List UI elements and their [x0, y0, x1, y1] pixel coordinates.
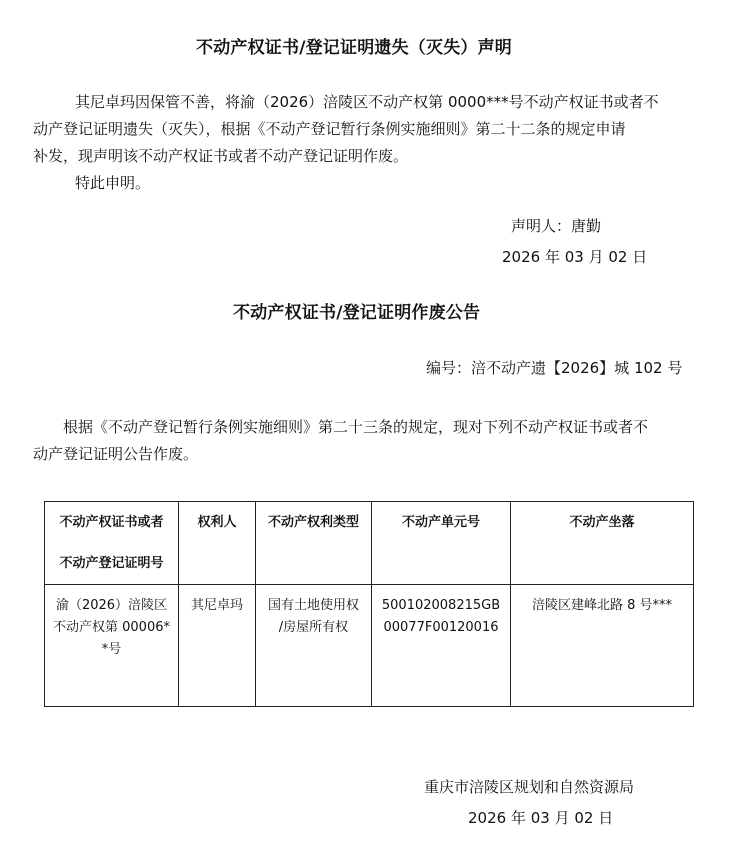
header-certificate-number-line-2: 不动产登记证明号 [59, 556, 164, 571]
void-certificates-table [44, 501, 694, 707]
cell-right-holder [179, 585, 256, 707]
cell-certificate-number-line-1: 渝（2026）涪陵区 [55, 598, 168, 613]
issuer-name: 重庆市涪陵区规划和自然资源局 [424, 778, 635, 796]
announcement-title: 不动产权证书/登记证明作废公告 [233, 303, 481, 323]
header-certificate-number [45, 502, 179, 585]
cell-certificate-number-line-3: *号 [101, 642, 122, 657]
declaration-title: 不动产权证书/登记证明遗失（灭失）声明 [196, 38, 513, 58]
cell-location [511, 585, 694, 707]
table-row [45, 585, 694, 707]
declaration-line-3: 补发，现声明该不动产权证书或者不动产登记证明作废。 [33, 147, 409, 165]
header-unit-number-label: 不动产单元号 [401, 515, 480, 530]
cell-right-type-line-1: 国有土地使用权 [267, 598, 359, 613]
header-certificate-number-line-1: 不动产权证书或者 [59, 515, 164, 530]
declaration-paragraph [33, 89, 698, 197]
announcement-number: 编号：涪不动产遗【2026】城 102 号 [426, 359, 683, 377]
declaration-line-1: 其尼卓玛因保管不善，将渝（2026）涪陵区不动产权第 0000***号不动产权证书或者不 [75, 93, 659, 111]
header-location-label: 不动产坐落 [569, 515, 635, 530]
header-unit-number [372, 502, 511, 585]
cell-unit-number-line-2: 00077F00120016 [383, 620, 499, 635]
announcement-paragraph [33, 414, 698, 468]
cell-certificate-number [45, 585, 179, 707]
announcement-line-2: 动产登记证明公告作废。 [33, 445, 199, 463]
cell-unit-number-line-1: 500102008215GB [381, 598, 501, 613]
cell-certificate-number-line-2: 不动产权第 00006* [53, 620, 170, 635]
declaration-closing: 特此申明。 [75, 174, 151, 192]
announcement-date: 2026 年 03 月 02 日 [468, 809, 614, 827]
cell-right-type [256, 585, 372, 707]
declarant-name: 声明人：唐勤 [511, 217, 602, 235]
header-right-type [256, 502, 372, 585]
header-location [511, 502, 694, 585]
declaration-line-2: 动产登记证明遗失（灭失），根据《不动产登记暂行条例实施细则》第二十二条的规定申请 [33, 120, 626, 138]
cell-right-holder-text: 其尼卓玛 [190, 598, 243, 613]
header-right-holder [179, 502, 256, 585]
announcement-line-1: 根据《不动产登记暂行条例实施细则》第二十三条的规定，现对下列不动产权证书或者不 [63, 418, 649, 436]
header-right-holder-label: 权利人 [197, 515, 237, 530]
table-header-row [45, 502, 694, 585]
declaration-date: 2026 年 03 月 02 日 [502, 248, 648, 266]
cell-location-text: 涪陵区建峰北路 8 号*** [531, 598, 673, 613]
cell-unit-number [372, 585, 511, 707]
header-right-type-label: 不动产权利类型 [267, 515, 359, 530]
cell-right-type-line-2: /房屋所有权 [278, 620, 349, 635]
